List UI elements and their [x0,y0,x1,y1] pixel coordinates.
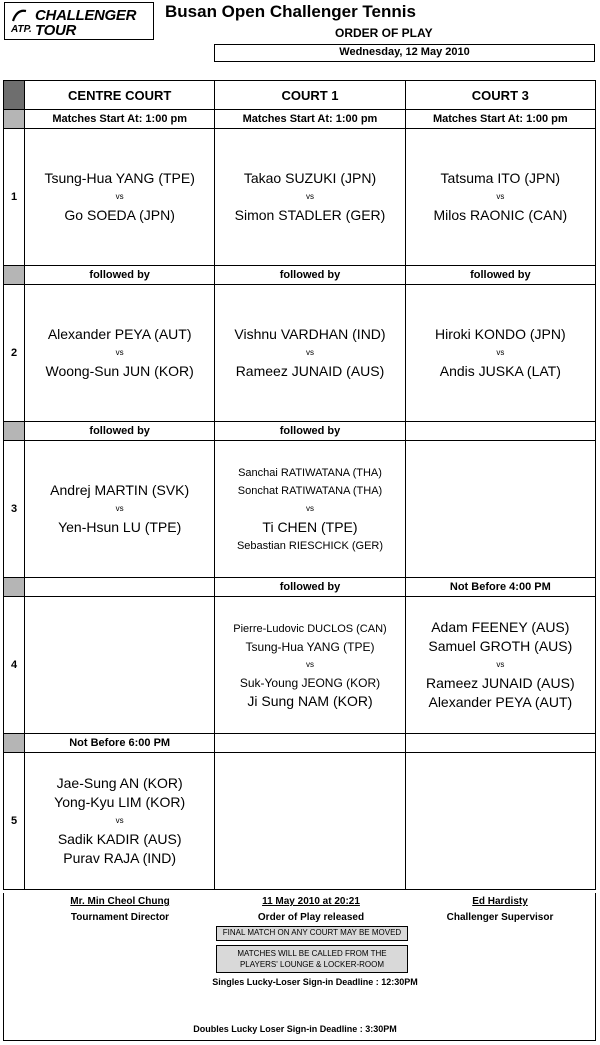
released-label: Order of Play released [257,912,365,923]
vs-label: vs [115,816,124,825]
player-name: Tsung-Hua YANG (TPE) [245,639,375,654]
supervisor-title: Challenger Supervisor [446,912,554,923]
player-name: Suk-Young JEONG (KOR) [239,675,381,690]
order-of-play-body [4,81,596,890]
notice-players-lounge: MATCHES WILL BE CALLED FROM THE PLAYERS' LOUNGE & LOCKER-ROOM [216,945,408,973]
round-separator-row [4,578,596,597]
match-start-time: Matches Start At: 1:00 pm [215,110,405,129]
match-cell [25,129,215,266]
vs-label: vs [496,192,505,201]
vs-label: vs [115,504,124,513]
vs-label: vs [115,192,124,201]
player-name: Purav RAJA (IND) [63,850,177,866]
separator-marker [4,734,25,753]
match-cell [215,753,405,890]
singles-deadline: Singles Lucky-Loser Sign-in Deadline : 12:30PM [212,977,418,987]
vs-label: vs [115,348,124,357]
match-cell [405,597,595,734]
round-number: 5 [4,753,25,890]
court-header-row [4,81,596,110]
match-cell [405,285,595,422]
match-row [4,753,596,890]
round-note: followed by [25,422,215,441]
round-number: 3 [4,441,25,578]
director-name: Mr. Min Cheol Chung [70,896,170,907]
logo-line1: CHALLENGER [35,7,137,24]
match-cell [25,753,215,890]
player-name: Takao SUZUKI (JPN) [243,170,377,186]
player-name: Ji Sung NAM (KOR) [247,692,373,709]
vs-label: vs [305,503,314,513]
notice-final-match: FINAL MATCH ON ANY COURT MAY BE MOVED [216,926,408,941]
released-time: 11 May 2010 at 20:21 [262,896,360,907]
player-name: Rameez JUNAID (AUS) [426,675,575,691]
match-cell [405,441,595,578]
vs-label: vs [305,348,314,357]
match-cell [405,129,595,266]
player-name: Simon STADLER (GER) [234,207,386,223]
match-cell [25,441,215,578]
round-note [215,734,405,753]
match-row [4,129,596,266]
match-cell [25,597,215,734]
player-name: Yen-Hsun LU (TPE) [58,519,182,535]
doubles-deadline: Doubles Lucky Loser Sign-in Deadline : 3:30PM [193,1024,397,1034]
round-note [25,578,215,597]
player-name: Pierre-Ludovic DUCLOS (CAN) [233,622,387,635]
separator-marker [4,266,25,285]
player-name: Woong-Sun JUN (KOR) [45,363,194,379]
logo-atp: ATP. [11,24,32,35]
match-cell [215,441,405,578]
match-row [4,597,596,734]
player-name: Tsung-Hua YANG (TPE) [44,170,195,186]
page-subtitle: ORDER OF PLAY [335,26,433,40]
vs-label: vs [305,192,314,201]
tennis-ball-icon [11,8,27,24]
round-note [405,734,595,753]
player-name: Andis JUSKA (LAT) [439,363,561,379]
court-header: COURT 1 [215,81,405,110]
round-note: followed by [215,266,405,285]
player-name: Ti CHEN (TPE) [262,518,358,535]
round-note [405,422,595,441]
court-header: CENTRE COURT [25,81,215,110]
player-name: Sadik KADIR (AUS) [57,831,182,847]
player-name: Alexander PEYA (AUT) [47,326,192,342]
round-separator-row [4,110,596,129]
director-title: Tournament Director [70,912,170,923]
player-name: Alexander PEYA (AUT) [428,694,573,710]
vs-label: vs [496,660,505,669]
round-separator-row [4,266,596,285]
match-cell [405,753,595,890]
round-note: followed by [405,266,595,285]
round-number: 4 [4,597,25,734]
supervisor-name: Ed Hardisty [472,896,528,907]
round-separator-row [4,422,596,441]
round-note: Not Before 4:00 PM [405,578,595,597]
match-cell [215,285,405,422]
order-of-play-table [3,80,596,890]
round-separator-row [4,734,596,753]
player-name: Rameez JUNAID (AUS) [235,363,385,379]
match-cell [25,285,215,422]
player-name: Milos RAONIC (CAN) [433,207,568,223]
player-name: Vishnu VARDHAN (IND) [234,326,386,342]
separator-marker [4,422,25,441]
player-name: Samuel GROTH (AUS) [428,638,573,654]
player-name: Andrej MARTIN (SVK) [50,482,190,498]
player-name: Sebastian RIESCHICK (GER) [236,539,384,552]
challenger-tour-logo [4,2,154,40]
court-header: COURT 3 [405,81,595,110]
round-number: 2 [4,285,25,422]
player-name: Hiroki KONDO (JPN) [434,326,566,342]
page-title: Busan Open Challenger Tennis [165,2,416,21]
player-name: Sanchai RATIWATANA (THA) [238,466,382,479]
logo-line2: TOUR [35,22,77,39]
round-note: Not Before 6:00 PM [25,734,215,753]
round-note: followed by [25,266,215,285]
match-cell [215,597,405,734]
vs-label: vs [496,348,505,357]
match-start-time: Matches Start At: 1:00 pm [25,110,215,129]
round-note: followed by [215,422,405,441]
corner-cell [4,81,25,110]
player-name: Sonchat RATIWATANA (THA) [237,484,383,497]
player-name: Go SOEDA (JPN) [64,207,175,223]
separator-marker [4,578,25,597]
player-name: Adam FEENEY (AUS) [431,619,570,635]
date-box: Wednesday, 12 May 2010 [214,44,595,62]
separator-marker [4,110,25,129]
match-cell [215,129,405,266]
match-row [4,441,596,578]
round-note: followed by [215,578,405,597]
match-row [4,285,596,422]
vs-label: vs [305,659,314,669]
match-start-time: Matches Start At: 1:00 pm [405,110,595,129]
player-name: Yong-Kyu LIM (KOR) [54,794,186,810]
player-name: Jae-Sung AN (KOR) [56,775,183,791]
round-number: 1 [4,129,25,266]
player-name: Tatsuma ITO (JPN) [440,170,561,186]
